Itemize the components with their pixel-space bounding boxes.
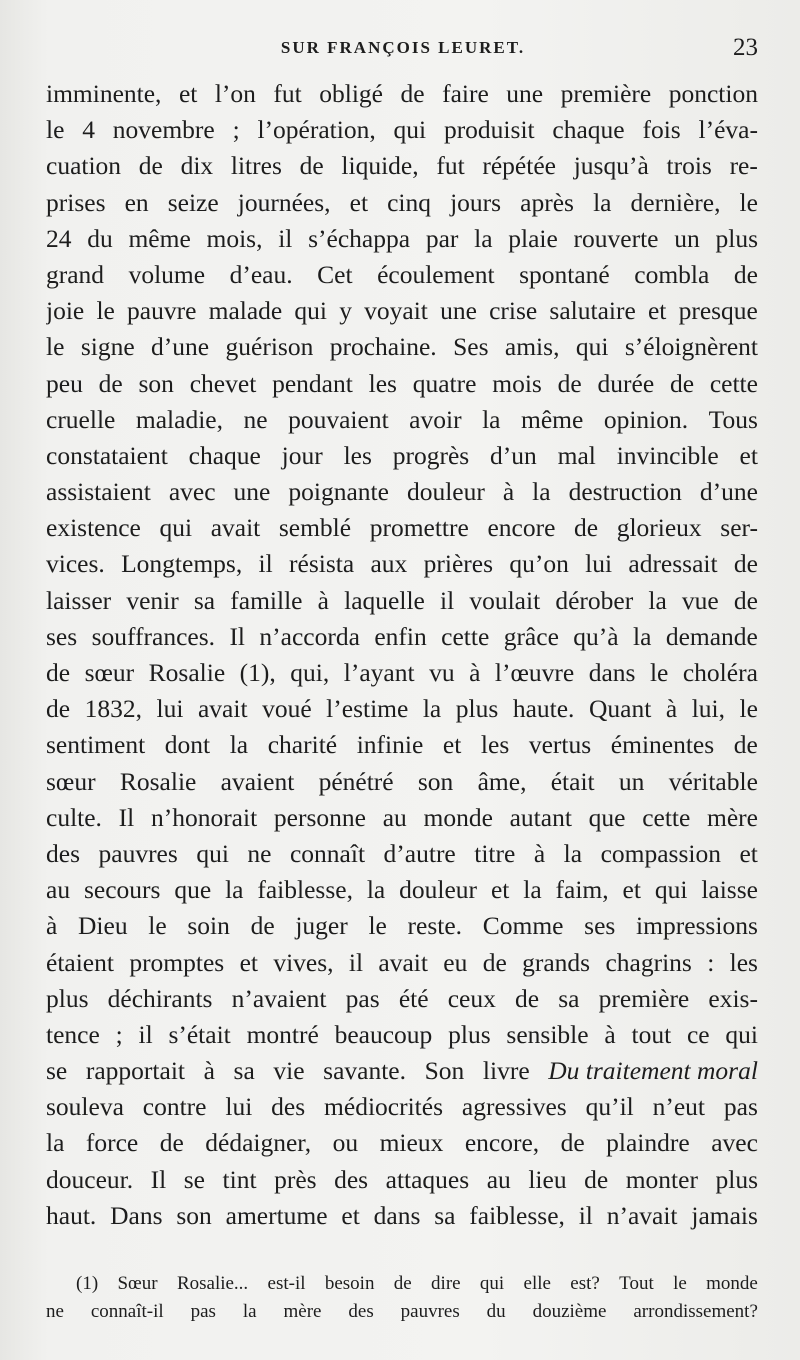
text-line: cuation de dix litres de liquide, fut répétée jusqu’à trois re- xyxy=(46,151,758,181)
text-line: douceur. Il se tint près des attaques au lieu de monter plus xyxy=(46,1164,758,1194)
text-line: constataient chaque jour les progrès d’un mal invincible et xyxy=(46,440,758,470)
page-number: 23 xyxy=(733,34,758,61)
text-line: sœur Rosalie avaient pénétré son âme, était un véritable xyxy=(46,766,758,796)
text-line: se rapportait à sa vie savante. Son livre Du traitement moral xyxy=(46,1053,758,1089)
footnote-line: ne connaît-il pas la mère des pauvres du douzième arrondissement? xyxy=(46,1301,758,1322)
text-line: de 1832, lui avait voué l’estime la plus haute. Quant à lui, le xyxy=(46,694,758,724)
text-line: des pauvres qui ne connaît d’autre titre à la compassion et xyxy=(46,838,758,868)
text-line: peu de son chevet pendant les quatre mois de durée de cette xyxy=(46,368,758,398)
running-head: SUR FRANÇOIS LEURET. xyxy=(280,38,526,57)
text-line: le 4 novembre ; l’opération, qui produisit chaque fois l’éva- xyxy=(46,115,758,145)
text-line: souleva contre lui des médiocrités agressives qu’il n’eut pas xyxy=(46,1092,758,1122)
text-line: à Dieu le soin de juger le reste. Comme ses impressions xyxy=(46,911,758,941)
footnote xyxy=(46,1270,758,1326)
text-line: prises en seize journées, et cinq jours après la dernière, le xyxy=(46,187,758,217)
page-header xyxy=(48,34,758,68)
text-line: de sœur Rosalie (1), qui, l’ayant vu à l’œuvre dans le choléra xyxy=(46,658,758,687)
text-line: au secours que la faiblesse, la douleur et la faim, et qui laisse xyxy=(46,875,758,905)
text-line: le signe d’une guérison prochaine. Ses amis, qui s’éloignèrent xyxy=(46,332,758,362)
text-line: vices. Longtemps, il résista aux prières qu’on lui adressait de xyxy=(46,549,758,579)
text-line: grand volume d’eau. Cet écoulement spontané combla de xyxy=(46,259,758,289)
footnote-line: (1) Sœur Rosalie... est-il besoin de dire qui elle est? Tout le monde xyxy=(76,1273,758,1294)
text-line: imminente, et l’on fut obligé de faire une première ponction xyxy=(46,79,758,108)
text-line: existence qui avait semblé promettre encore de glorieux ser- xyxy=(46,513,758,543)
text-line: haut. Dans son amertume et dans sa faiblesse, il n’avait jamais xyxy=(46,1200,758,1230)
text-line: laisser venir sa famille à laquelle il voulait dérober la vue de xyxy=(46,585,758,615)
book-title: Du traitement moral xyxy=(548,1056,758,1086)
text-line: assistaient avec une poignante douleur à la destruction d’une xyxy=(46,477,758,507)
text-line: ses souffrances. Il n’accorda enfin cette grâce qu’à la demande xyxy=(46,621,758,651)
text-line: joie le pauvre malade qui y voyait une crise salutaire et presque xyxy=(46,296,758,326)
text-line: tence ; il s’était montré beaucoup plus sensible à tout ce qui xyxy=(46,1019,758,1049)
body-text xyxy=(46,76,758,1234)
text-line: culte. Il n’honorait personne au monde autant que cette mère xyxy=(46,802,758,832)
text-line: la force de dédaigner, ou mieux encore, de plaindre avec xyxy=(46,1128,758,1158)
text-line: étaient promptes et vives, il avait eu de grands chagrins : les xyxy=(46,947,758,977)
text-line: cruelle maladie, ne pouvaient avoir la même opinion. Tous xyxy=(46,404,758,434)
text-line: sentiment dont la charité infinie et les vertus éminentes de xyxy=(46,730,758,760)
text-line: 24 du même mois, il s’échappa par la plaie rouverte un plus xyxy=(46,223,758,253)
text-line: plus déchirants n’avaient pas été ceux de sa première exis- xyxy=(46,983,758,1013)
